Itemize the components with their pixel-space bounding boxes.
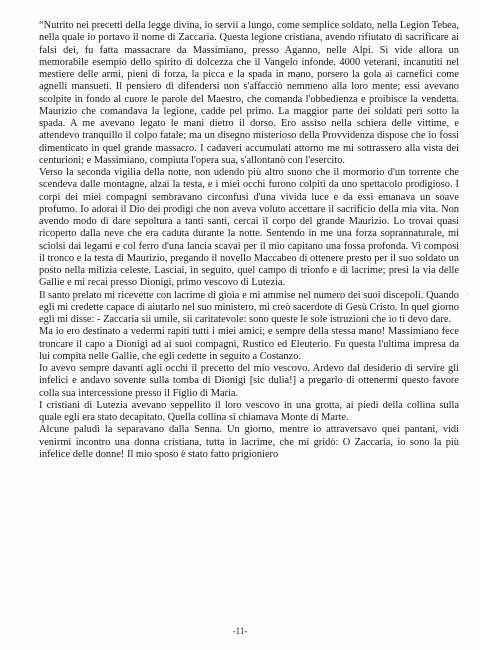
paragraph-1: “Nutrito nei precetti della legge divina, io servii a lungo, come semplice soldato, nella Legion Tebea, nella quale io portavo il nome di Zaccaria. Questa legione cristiana, avendo rifiutato di sacrificare ai falsi dei, fu fatta massacrare da Massimiano, presso Aganno, nelle Alpi. Si vide allora un memorabile esempio dello spirito di dolcezza che il Vangelo infonde. 4000 veterani, incanutiti nel mestiere delle armi, pieni di forza, la picca e la spada in mano, porsero la gola ai carnefici come agnelli mansueti. Il pensiero di difendersi non s'affacciò nemmeno alla loro mente; essi avevano scolpite in fondo al cuore le parole del Maestro, che comanda l'obbedienza e proibisce la vendetta. Maurizio che comandava la legione, cadde pel primo. La maggior parte dei soldati perì sotto la spada. A me avevano legato le mani dietro il dorso. Ero assiso nella schiera delle vittime, e attendevo tranquillo il colpo fatale; ma un disegno misterioso della Provvidenza dispose che io fossi dimenticato in quel grande massacro. I cadaveri accumulati attorno me mi sottrassero alla vista dei centurioni; e Massimiano, compiuta l'opera sua, s'allontanò con l'esercito. <box>39 20 459 166</box>
paragraph-2: Verso la seconda vigilia della notte, non udendo più altro suono che il mormorio d'un torrente che scendeva dalle montagne, alzai la testa, e i miei occhi furono colpiti da uno spettacolo prodigioso. I corpi dei miei compagni sembravano circonfusi d'una vivida luce e da essi emanava un soave profumo. Io adorai il Dio dei prodigi che non aveva voluto accettare il sacrificio della mia vita. Non avendo modo di dare sepoltura a tanti santi, cercai il corpo del grande Maurizio. Lo trovai quasi ricoperto dalla neve che era caduta durante la notte. Sentendo in me una forza soprannaturale, mi sciolsi dai legami e col ferro d'una lancia scavai per il mio capitano una fossa profonda. Vi composi il tronco e la testa di Maurizio, pregando il novello Maccabeo di ottenere presto per il suo soldato un posto nella milizia celeste. Lasciai, in seguito, quel campo di trionfo e di lacrime; presi la via delle Gallie e mi recai presso Dionigi, primo vescovo di Lutezia. <box>39 167 459 289</box>
page-number: -11- <box>232 626 248 636</box>
body-text <box>39 20 459 461</box>
margin-mark: · <box>466 290 469 300</box>
paragraph-5: Io avevo sempre davanti agli occhi il precetto del mio vescovo. Ardevo dal desiderio di servire gli infelici e andavo sovente sulla tomba di Dionigi [sic dulia!] a pregarlo di ottenermi questo favore colla sua intercessione presso il Figlio di Maria. <box>39 363 459 399</box>
paragraph-6: I cristiani di Lutezia avevano seppellito il loro vescovo in una grotta, ai piedi della collina sulla quale egli era stato decapitato. Quella collina si chiamava Monte di Marte. <box>39 399 459 423</box>
paragraph-7: Alcune paludi la separavano dalla Senna. Un giorno, mentre io attraversavo quei pantani, vidi venirmi incontro una donna cristiana, tutta in lacrime, che mi gridò: O Zaccaria, io sono la più infelice delle donne! Il mio sposo è stato fatto prigioniero <box>39 424 459 460</box>
paragraph-3: Il santo prelato mi ricevette con lacrime di gioia e mi ammise nel numero dei suoi discepoli. Quando egli mi credette capace di aiutarlo nel suo ministero, mi creò sacerdote di Gesù Cristo. In quel giorno egli mi disse: - Zaccaria sii umile, sii caritatevole: sono queste le sole istruzioni che io ti devo dare. <box>39 289 459 325</box>
paragraph-4: Ma io ero destinato a vedermi rapiti tutti i miei amici; e sempre della stessa mano! Massimiano fece troncare il capo a Dionigi ad ai suoi compagni, Rustico ed Eleuterio. Fu questa l'ultima impresa da lui compita nelle Gallie, che egli cedette in seguito a Costanzo. <box>39 326 459 362</box>
